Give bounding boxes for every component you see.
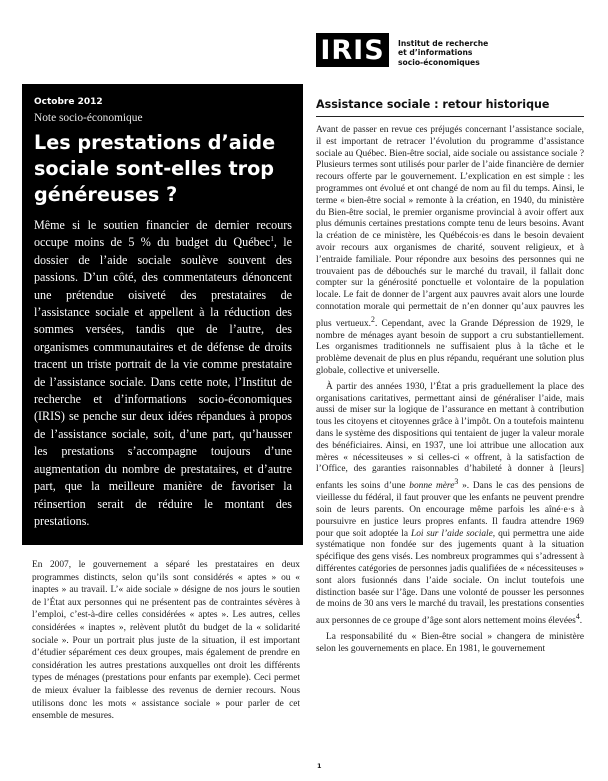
note-label: Note socio-économique (34, 112, 143, 124)
page-number: 1 (317, 762, 322, 770)
org-line-3: socio-économiques (398, 57, 480, 67)
org-line-1: Institut de recherche (398, 39, 489, 48)
publication-date: Octobre 2012 (34, 97, 103, 107)
footnote-ref: 4 (575, 612, 580, 622)
title-panel (22, 84, 303, 545)
footnote-ref: 1 (270, 235, 274, 244)
body-paragraph-2: À partir des années 1930, l’État a pris graduellement la place des organisations caritatives, permettant ainsi de généraliser l’aide, mais aussi de miser sur la logique de l’assurance en mettant à contribution tous les citoyens et citoyennes grâce à l’impôt. On a toutefois maintenu dans le système des dispositions qui tentaient de juger la valeur morale des bénéficiaires. Ainsi, en 1937, une loi attribue une allocation aux mères « nécessiteuses » si celles-ci « offrent, à la satisfaction de l’Office, des garanties raisonnables d’habileté à donner à [leurs] enfants les soins d’une bonne mère$^3$ ». Dans le cas des pensions de vieillesse du fédéral, il faut prouver que les enfants ne peuvent prendre soin de leurs parents. On encourage même parfois les aîné·e·s à poursuivre en justice leurs propres enfants. Il faudra attendre 1969 pour que soit adoptée la Loi sur l’aide sociale, qui permettra une aide systématique non fondée sur des jugements quant à la situation spécifique des gens visés. Les nombreux programmes qui s’adressent à différentes catégories de personnes jadis qualifiées de « nécessiteuses » sont alors fusionnés dans l’aide sociale. On inclut toutefois une distinction basée sur l’âge. Dans une volonté de pousser les personnes de moins de 30 ans vers le marché du travail, les prestations consenties aux personnes de ce groupe d’âge sont alors nettement moins élevées$^4$. (316, 381, 585, 627)
page-title: Les prestations d’aide sociale sont-elles trop généreuses ? (34, 131, 276, 206)
footnote-ref: 3 (454, 477, 459, 487)
intro-paragraph: Même si le soutien financier de dernier recours occupe moins de 5 % du budget du Québec$^1$, le dossier de l’aide sociale soulève souvent des passions. D’un côté, des commentateurs dénoncent une prétendue oisiveté des prestataires de l’assistance sociale et appellent à la réduction des sommes versées, tandis que de l’autre, des organismes communautaires et de défense de droits tracent un triste portrait de la vie comme prestataire de l’assistance sociale. Dans cette note, l’Institut de recherche et d’informations socio-économiques (IRIS) se penche sur deux idées répandues à propos de l’assistance sociale, soit, d’une part, qu’hausser les prestations s’accompagne toujours d’une augmentation du nombre de prestataires, et d’autre part, que la meilleure manière de favoriser la réinsertion serait de réduire le montant des prestations. (34, 218, 292, 528)
iris-logo: IRIS (316, 33, 389, 67)
organization-name (398, 39, 488, 67)
body-paragraph-3: La responsabilité du « Bien-être social » changera de ministère selon les gouvernements en place. En 1981, le gouvernement (316, 632, 584, 654)
footnote-ref: 2 (371, 314, 375, 324)
left-body-paragraph: En 2007, le gouvernement a séparé les prestataires en deux programmes distincts, selon qu’ils sont considérés « aptes » ou « inaptes » au travail. L’« aide sociale » désigne de nos jours le soutien de l’État aux personnes qui ne présentent pas de contraintes sévères à l’emploi, c’est-à-dire celles considérées « aptes ». Les autres, celles considérées « inaptes », relèvent plutôt du budget de la « solidarité sociale ». Pour un portrait plus juste de la situation, il est important d’étudier séparément ces deux groupes, mais également de prendre en considération les autres prestations auxquelles ont droit les différents types de ménages (prestations pour enfants par exemple). Ceci permet de mieux évaluer la faiblesse des revenus de dernier recours. Nous utilisons donc les mots « assistance sociale » pour parler de cet ensemble de mesures. (32, 560, 300, 722)
org-line-2: et d’informations (398, 48, 473, 58)
section-divider (316, 116, 584, 117)
right-body-column (316, 125, 584, 660)
section-heading: Assistance sociale : retour historique (316, 98, 550, 111)
body-paragraph-1: Avant de passer en revue ces préjugés concernant l’assistance sociale, il est important de retracer l’évolution du programme d’assistance sociale au Québec. Bien-être social, aide sociale ou assistance sociale ? Plusieurs termes sont utilisés pour parler de l’aide financière de dernier recours offerte par le gouvernement. L’explication en est simple : les programmes ont évolué et ont changé de nom au fil du temps. Ainsi, le terme « bien-être social » remonte à la création, en 1940, du ministère du Bien-être social, le premier organisme provincial à avoir offert aux plus démunis certaines prestations compte tenu de leurs besoins. Avant la création de ce ministère, les Québécois·es dans le besoin devaient avoir recours aux organismes de charité, souvent religieux, et à l’entraide familiale. Pour répondre aux besoins des personnes qui ne trouvaient pas de débouchés sur le marché du travail, il fallait donc compter sur la générosité ponctuelle et volontaire de la population locale. Le fait de donner de l’argent aux pauvres avait alors une lourde connotation morale qui permettait de n’en donner qu’aux pauvres les plus vertueux.$^2$. Cependant, avec la Grande Dépression de 1929, le nombre de ménages ayant besoin de support a cru substantiellement. Les organismes traditionnels ne suffisaient plus à la tâche et le problème devenait de plus en plus répandu, requérant une solution plus globale, collective et universelle. (316, 125, 584, 377)
